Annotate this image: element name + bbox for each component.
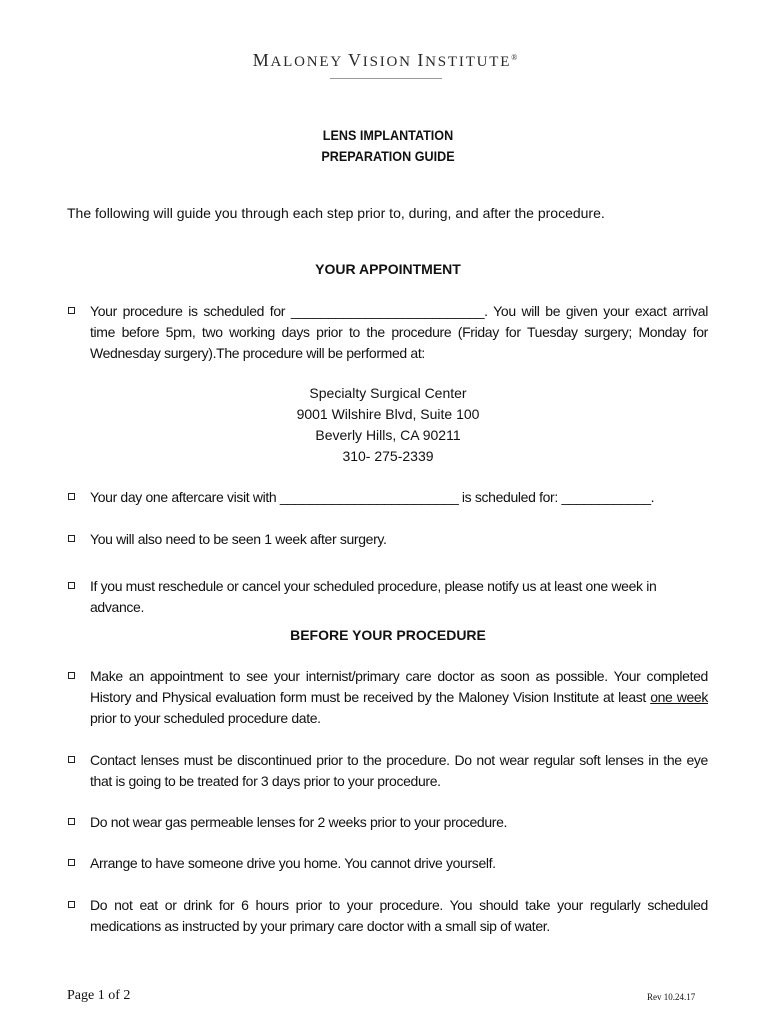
checkbox-icon	[68, 535, 75, 542]
item-text: Your day one aftercare visit with ________________________ is scheduled for: ____________.	[90, 489, 655, 505]
address-line: Beverly Hills, CA 90211	[315, 427, 461, 443]
page-number: Page 1 of 2	[67, 988, 131, 1003]
checklist-item	[68, 812, 708, 833]
checkbox-icon	[68, 493, 75, 500]
checkbox-icon	[68, 307, 75, 314]
document-title	[0, 125, 770, 167]
checklist-item	[68, 487, 708, 508]
item-text: If you must reschedule or cancel your scheduled procedure, please notify us at least one week in advance.	[90, 578, 657, 615]
address-phone: 310- 275-2339	[342, 448, 434, 464]
item-text: Arrange to have someone drive you home. You cannot drive yourself.	[90, 855, 496, 871]
before-procedure-heading: BEFORE YOUR PROCEDURE	[290, 627, 486, 643]
checkbox-icon	[68, 818, 75, 825]
checklist-item	[68, 853, 708, 874]
checklist-item	[68, 529, 708, 550]
address-line: Specialty Surgical Center	[309, 385, 467, 401]
checklist-item	[68, 895, 708, 937]
underlined-text: one week	[650, 689, 708, 705]
revision-label: Rev 10.24.17	[647, 992, 696, 1002]
checkbox-icon	[68, 901, 75, 908]
checkbox-icon	[68, 756, 75, 763]
item-text: Your procedure is scheduled for __________________________. You will be given your exact arrival time before 5pm, two working days prior to the procedure (Friday for Tuesday surgery; Monday for Wednesday surgery).The procedure will be performed at:	[90, 303, 708, 361]
logo-divider	[330, 78, 442, 79]
item-text: Make an appointment to see your internist/primary care doctor as soon as possible. Your completed History and Physical evaluation form must be received by the Maloney Vision Institute at least one week prior to your scheduled procedure date.	[90, 668, 708, 726]
checkbox-icon	[68, 859, 75, 866]
item-text: Do not wear gas permeable lenses for 2 weeks prior to your procedure.	[90, 814, 508, 830]
institute-logo: MALONEY VISION INSTITUTE®	[252, 50, 518, 70]
item-text: Do not eat or drink for 6 hours prior to your procedure. You should take your regularly scheduled medications as instructed by your primary care doctor with a small sip of water.	[90, 897, 708, 934]
checklist-item	[68, 750, 708, 792]
item-text: Contact lenses must be discontinued prior to the procedure. Do not wear regular soft lenses in the eye that is going to be treated for 3 days prior to your procedure.	[90, 752, 708, 789]
intro-text: The following will guide you through each step prior to, during, and after the procedure.	[67, 205, 605, 221]
address-line: 9001 Wilshire Blvd, Suite 100	[296, 406, 480, 422]
checklist-item	[68, 666, 708, 729]
checklist-item	[68, 576, 708, 618]
checklist-item	[68, 301, 708, 364]
checkbox-icon	[68, 672, 75, 679]
checkbox-icon	[68, 582, 75, 589]
item-text: You will also need to be seen 1 week after surgery.	[90, 531, 387, 547]
appointment-heading: YOUR APPOINTMENT	[315, 261, 461, 277]
surgery-center-address	[0, 383, 770, 467]
title-line-1: LENS IMPLANTATION	[322, 127, 454, 143]
title-line-2: PREPARATION GUIDE	[321, 148, 455, 164]
